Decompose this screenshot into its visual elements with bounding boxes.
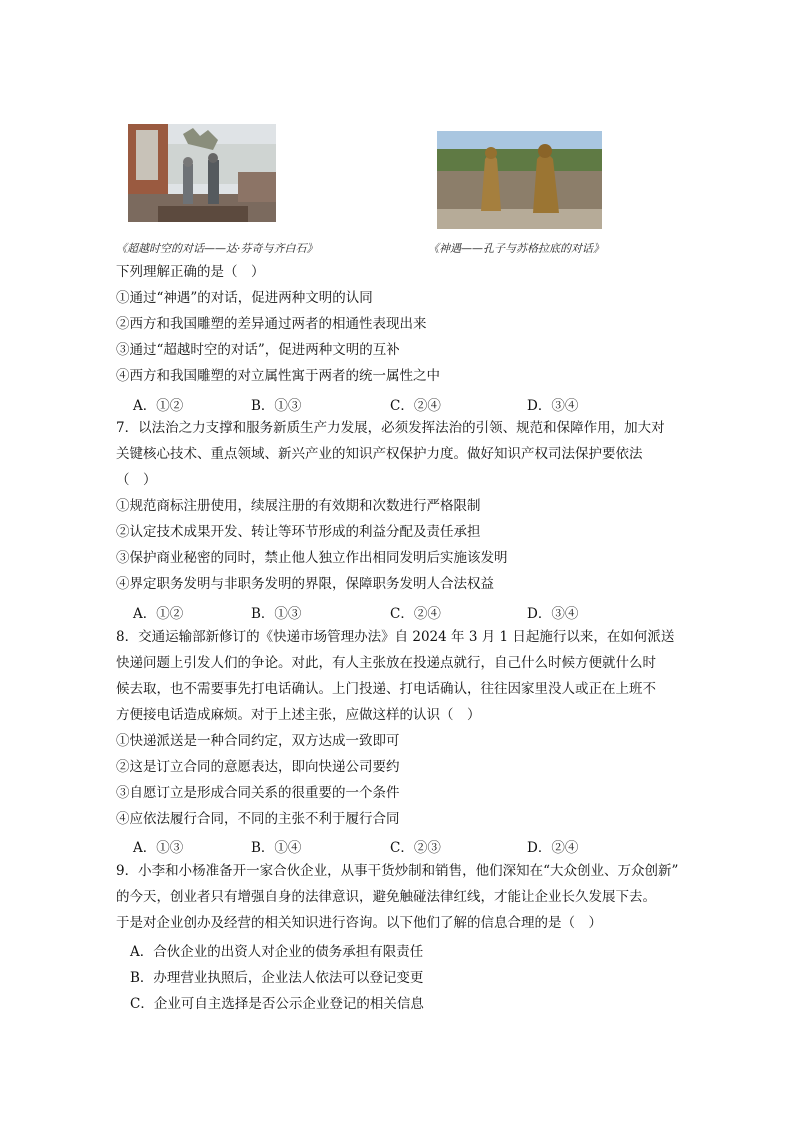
- q9-choice-b: B．办理营业执照后，企业法人依法可以登记变更: [130, 970, 424, 986]
- q8-stem-line-3: 候去取，也不需要事先打电话确认。上门投递、打电话确认，往往因家里没人或正在上班不: [116, 681, 656, 697]
- q8-option-c: C．②③: [390, 840, 441, 856]
- q7-option-a: A．①②: [133, 606, 184, 622]
- q6-option-a: A．①②: [133, 398, 184, 414]
- q6-prompt: 下列理解正确的是（ ）: [116, 264, 265, 280]
- q6-item-3: ③通过“超越时空的对话”，促进两种文明的互补: [116, 342, 400, 358]
- q9-stem-line-3: 于是对企业创办及经营的相关知识进行咨询。以下他们了解的信息合理的是（ ）: [116, 915, 602, 931]
- q8-stem-line-1: 8．交通运输部新修订的《快递市场管理办法》自 2024 年 3 月 1 日起施行以来，在如何派送: [116, 629, 675, 645]
- q9-stem-line-1: 9．小李和小杨准备开一家合伙企业，从事干货炒制和销售，他们深知在“大众创业、万众创新”: [116, 863, 679, 879]
- q7-item-3: ③保护商业秘密的同时，禁止他人独立作出相同发明后实施该发明: [116, 550, 508, 566]
- q6-option-c: C．②④: [390, 398, 441, 414]
- q9-choice-c: C．企业可自主选择是否公示企业登记的相关信息: [130, 996, 424, 1012]
- q8-option-a: A．①③: [133, 840, 184, 856]
- photo-confucius-socrates: [437, 131, 602, 229]
- q7-stem-line-2: 关键核心技术、重点领域、新兴产业的知识产权保护力度。做好知识产权司法保护要依法: [116, 446, 643, 462]
- q8-stem-line-2: 快递问题上引发人们的争论。对此，有人主张放在投递点就行，自己什么时候方便就什么时: [116, 655, 656, 671]
- q7-item-4: ④界定职务发明与非职务发明的界限，保障职务发明人合法权益: [116, 576, 494, 592]
- photo-davinci-qibaishi: [128, 124, 276, 222]
- right-photo-caption: 《神遇——孔子与苏格拉底的对话》: [428, 242, 604, 255]
- q6-item-2: ②西方和我国雕塑的差异通过两者的相通性表现出来: [116, 316, 427, 332]
- q6-item-1: ①通过“神遇”的对话，促进两种文明的认同: [116, 290, 373, 306]
- q7-item-1: ①规范商标注册使用，续展注册的有效期和次数进行严格限制: [116, 498, 481, 514]
- q6-option-b: B．①③: [251, 398, 302, 414]
- q7-stem-line-1: 7．以法治之力支撑和服务新质生产力发展，必须发挥法治的引领、规范和保障作用，加大对: [116, 420, 665, 436]
- q8-stem-line-4: 方便接电话造成麻烦。对于上述主张，应做这样的认识（ ）: [116, 707, 481, 723]
- q9-stem-line-2: 的今天，创业者只有增强自身的法律意识，避免触碰法律红线，才能让企业长久发展下去。: [116, 889, 656, 905]
- left-photo-caption: 《超越时空的对话——达·芬奇与齐白石》: [116, 242, 318, 255]
- q7-option-c: C．②④: [390, 606, 441, 622]
- q7-stem-line-3: （ ）: [116, 472, 157, 488]
- q8-item-4: ④应依法履行合同，不同的主张不利于履行合同: [116, 811, 400, 827]
- q8-option-d: D．②④: [527, 840, 579, 856]
- q8-item-2: ②这是订立合同的意愿表达，即向快递公司要约: [116, 759, 400, 775]
- q7-option-b: B．①③: [251, 606, 302, 622]
- q9-choice-a: A．合伙企业的出资人对企业的债务承担有限责任: [130, 944, 424, 960]
- q8-item-3: ③自愿订立是形成合同关系的很重要的一个条件: [116, 785, 400, 801]
- q6-option-d: D．③④: [527, 398, 579, 414]
- q7-option-d: D．③④: [527, 606, 579, 622]
- q7-item-2: ②认定技术成果开发、转让等环节形成的利益分配及责任承担: [116, 524, 481, 540]
- q6-item-4: ④西方和我国雕塑的对立属性寓于两者的统一属性之中: [116, 368, 440, 384]
- q8-option-b: B．①④: [251, 840, 302, 856]
- q8-item-1: ①快递派送是一种合同约定，双方达成一致即可: [116, 733, 400, 749]
